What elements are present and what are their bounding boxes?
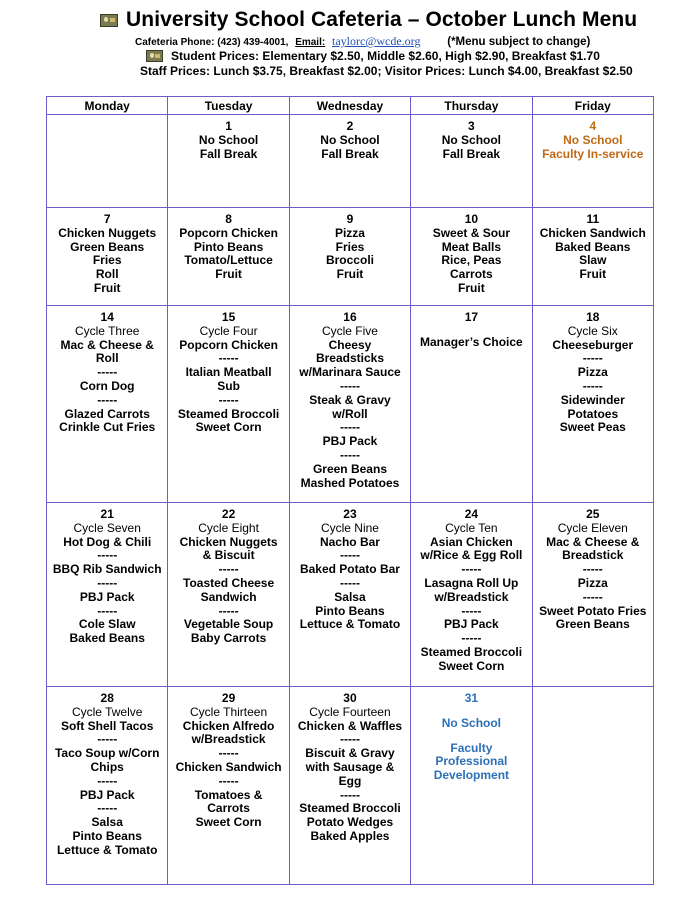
menu-item: Mac & Cheese & <box>60 337 154 352</box>
menu-item: Sweet Potato Fries <box>539 603 647 618</box>
cafeteria-tray-icon <box>146 50 163 62</box>
menu-header <box>0 0 700 92</box>
menu-item: PBJ Pack <box>79 787 135 802</box>
menu-item: Chicken Nuggets <box>179 534 278 549</box>
cycle-label: Cycle Eight <box>198 520 259 535</box>
menu-item: Fries <box>335 239 365 254</box>
day-number: 25 <box>586 507 600 521</box>
page-title: University School Cafeteria – October Lunch Menu <box>126 8 638 31</box>
contact-row <box>135 34 590 49</box>
menu-separator: ----- <box>97 773 118 788</box>
menu-item: Steamed Broccoli <box>299 801 401 816</box>
menu-item: with Sausage & <box>305 759 395 774</box>
cycle-label: Cycle Seven <box>73 520 141 535</box>
menu-separator: ----- <box>97 392 118 407</box>
menu-separator: ----- <box>582 351 603 366</box>
day-number: 18 <box>586 310 600 324</box>
week-row <box>47 306 654 503</box>
menu-item: Potato Wedges <box>306 815 394 830</box>
menu-separator: ----- <box>339 548 360 563</box>
menu-separator: ----- <box>339 575 360 590</box>
menu-item: Pinto Beans <box>72 828 142 843</box>
menu-item: Baked Apples <box>310 828 390 843</box>
day-header: Friday <box>532 97 653 115</box>
day-cell <box>411 115 532 208</box>
day-number: 22 <box>221 507 236 521</box>
menu-item: Carrots <box>207 801 250 816</box>
cycle-label: Cycle Ten <box>445 520 498 535</box>
menu-item: No School <box>198 132 259 147</box>
day-number: 9 <box>346 212 354 226</box>
menu-item: Meat Balls <box>441 239 502 254</box>
menu-separator: ----- <box>218 773 239 788</box>
day-number: 10 <box>464 212 479 226</box>
menu-item: Pinto Beans <box>193 239 264 254</box>
menu-item: Popcorn Chicken <box>179 225 278 240</box>
day-cell <box>47 503 168 687</box>
day-number: 17 <box>464 310 479 324</box>
cycle-label: Cycle Four <box>199 323 258 338</box>
menu-item: Manager’s Choice <box>420 334 523 349</box>
menu-item: Development <box>433 768 510 783</box>
menu-separator: ----- <box>97 603 118 618</box>
menu-item: Italian Meatball <box>185 365 272 380</box>
day-cell <box>532 687 653 885</box>
day-number: 21 <box>100 507 114 521</box>
week-row <box>47 115 654 208</box>
menu-item: Chips <box>90 759 124 774</box>
day-cell <box>289 306 410 503</box>
day-cell <box>47 306 168 503</box>
menu-item: Nacho Bar <box>319 534 380 549</box>
day-cell <box>289 687 410 885</box>
day-header: Tuesday <box>168 97 289 115</box>
menu-separator: ----- <box>97 365 118 380</box>
day-cell <box>168 306 289 503</box>
menu-item: Breadstick <box>562 548 624 563</box>
day-number: 14 <box>100 310 114 324</box>
menu-item: Broccoli <box>325 253 374 268</box>
menu-item: PBJ Pack <box>444 617 499 632</box>
cafeteria-tray-icon <box>100 14 118 27</box>
day-header: Monday <box>47 97 168 115</box>
day-number: 31 <box>464 691 479 705</box>
menu-item: Soft Shell Tacos <box>60 718 154 733</box>
menu-item: Corn Dog <box>79 378 135 393</box>
menu-item: Glazed Carrots <box>64 406 150 421</box>
day-cell <box>168 503 289 687</box>
email-label: Email: <box>295 37 326 48</box>
spacer <box>412 731 530 742</box>
menu-item: Roll <box>95 351 119 366</box>
menu-separator: ----- <box>339 787 360 802</box>
cycle-label: Cycle Fourteen <box>309 704 391 719</box>
menu-item: Fruit <box>336 267 364 282</box>
student-prices-row <box>146 49 600 63</box>
menu-item: Tomato/Lettuce <box>184 253 273 268</box>
day-number: 2 <box>346 119 354 133</box>
day-number: 24 <box>464 507 479 521</box>
day-cell <box>411 208 532 306</box>
menu-change-note: (*Menu subject to change) <box>447 36 591 48</box>
menu-item: w/Breadstick <box>434 589 509 604</box>
menu-separator: ----- <box>218 746 239 761</box>
menu-item: Sandwich <box>200 589 257 604</box>
menu-item: Pizza <box>577 575 608 590</box>
day-number: 11 <box>586 212 600 226</box>
day-number: 8 <box>225 212 232 226</box>
cycle-label: Cycle Three <box>74 323 140 338</box>
student-prices: Student Prices: Elementary $2.50, Middle $2.60, High $2.90, Breakfast $1.70 <box>171 49 600 63</box>
menu-item: w/Marinara Sauce <box>299 365 401 380</box>
day-cell <box>47 687 168 885</box>
menu-item: Chicken Sandwich <box>539 225 646 240</box>
menu-item: No School <box>441 715 502 730</box>
menu-item: Sweet Peas <box>559 420 626 435</box>
menu-item: Cheesy <box>328 337 372 352</box>
day-number: 23 <box>343 507 357 521</box>
day-number: 30 <box>343 691 357 705</box>
menu-item: Pinto Beans <box>315 603 385 618</box>
menu-item: Breadsticks <box>315 351 384 366</box>
menu-item: Cheeseburger <box>552 337 634 352</box>
menu-item: w/Breadstick <box>191 732 266 747</box>
menu-item: Steamed Broccoli <box>420 644 523 659</box>
menu-item: Fruit <box>579 267 607 282</box>
menu-item: Steamed Broccoli <box>177 406 280 421</box>
menu-separator: ----- <box>218 562 239 577</box>
menu-calendar <box>46 96 654 885</box>
menu-separator: ----- <box>218 351 239 366</box>
menu-item: Chicken Alfredo <box>182 718 275 733</box>
day-cell <box>168 687 289 885</box>
staff-prices: Staff Prices: Lunch $3.75, Breakfast $2.00; Visitor Prices: Lunch $4.00, Breakfast $2.50 <box>140 64 633 78</box>
day-cell <box>532 503 653 687</box>
day-cell <box>532 115 653 208</box>
menu-item: Cole Slaw <box>78 617 136 632</box>
menu-item: Sweet Corn <box>438 658 505 673</box>
menu-item: Potatoes <box>567 406 619 421</box>
cycle-label: Cycle Nine <box>320 520 379 535</box>
menu-separator: ----- <box>461 562 482 577</box>
menu-item: No School <box>441 132 502 147</box>
menu-item: Hot Dog & Chili <box>63 534 152 549</box>
menu-item: Baked Potato Bar <box>299 562 400 577</box>
day-number: 28 <box>100 691 114 705</box>
menu-item: Sweet & Sour <box>432 225 511 240</box>
menu-item: Baby Carrots <box>190 631 267 646</box>
menu-item: Green Beans <box>70 239 145 254</box>
day-cell <box>289 115 410 208</box>
menu-item: Salsa <box>91 815 123 830</box>
cycle-label: Cycle Eleven <box>557 520 628 535</box>
day-cell <box>532 306 653 503</box>
day-header: Wednesday <box>289 97 410 115</box>
day-number: 16 <box>343 310 357 324</box>
menu-item: Lettuce & Tomato <box>56 842 158 857</box>
menu-item: Biscuit & Gravy <box>305 746 395 761</box>
menu-item: Rice, Peas <box>441 253 502 268</box>
menu-item: Fall Break <box>199 146 258 161</box>
menu-item: Sweet Corn <box>195 815 262 830</box>
day-cell <box>289 503 410 687</box>
day-cell <box>289 208 410 306</box>
day-number: 15 <box>221 310 236 324</box>
menu-item: Mashed Potatoes <box>300 475 400 490</box>
day-number: 3 <box>468 119 475 133</box>
menu-item: PBJ Pack <box>322 434 378 449</box>
cycle-label: Cycle Twelve <box>71 704 143 719</box>
menu-item: No School <box>320 132 380 147</box>
menu-item: Chicken Nuggets <box>58 225 157 240</box>
menu-item: Chicken & Waffles <box>297 718 403 733</box>
menu-item: Mac & Cheese & <box>546 534 640 549</box>
menu-item: BBQ Rib Sandwich <box>52 562 162 577</box>
menu-item: Popcorn Chicken <box>179 337 278 352</box>
menu-item: Lasagna Roll Up <box>424 575 519 590</box>
menu-item: Pizza <box>577 365 608 380</box>
menu-item: w/Rice & Egg Roll <box>420 548 523 563</box>
menu-item: Vegetable Soup <box>183 617 274 632</box>
title-row <box>100 8 637 32</box>
day-cell <box>532 208 653 306</box>
menu-item: Fall Break <box>442 146 501 161</box>
week-row <box>47 687 654 885</box>
menu-item: Green Beans <box>312 461 387 476</box>
menu-item: Egg <box>338 773 362 788</box>
day-cell <box>47 208 168 306</box>
week-row <box>47 208 654 306</box>
cycle-label: Cycle Five <box>321 323 378 338</box>
day-number: 29 <box>221 691 236 705</box>
menu-item: Fries <box>92 253 122 268</box>
menu-item: Toasted Cheese <box>183 575 275 590</box>
menu-separator: ----- <box>339 378 360 393</box>
menu-item: Steak & Gravy <box>309 392 391 407</box>
day-cell <box>47 115 168 208</box>
day-cell <box>411 687 532 885</box>
menu-item: PBJ Pack <box>79 589 135 604</box>
menu-item: Taco Soup w/Corn <box>54 746 160 761</box>
day-cell <box>411 503 532 687</box>
menu-item: Carrots <box>450 267 493 282</box>
menu-item: Professional <box>435 754 508 769</box>
day-number: 7 <box>103 212 111 226</box>
phone-label: Cafeteria Phone: (423) 439-4001, <box>135 37 289 48</box>
menu-separator: ----- <box>97 801 118 816</box>
menu-item: & Biscuit <box>202 548 255 563</box>
menu-item: Asian Chicken <box>430 534 513 549</box>
menu-separator: ----- <box>461 603 482 618</box>
menu-item: Pizza <box>334 225 365 240</box>
menu-item: Lettuce & Tomato <box>299 617 401 632</box>
menu-separator: ----- <box>582 589 603 604</box>
menu-item: Faculty In-service <box>542 146 644 161</box>
menu-separator: ----- <box>97 732 118 747</box>
menu-item: Baked Beans <box>69 631 145 646</box>
menu-item: Sub <box>217 378 240 393</box>
menu-item: Roll <box>95 267 119 282</box>
day-number: 4 <box>589 119 597 133</box>
menu-separator: ----- <box>218 392 239 407</box>
menu-separator: ----- <box>97 548 118 563</box>
cycle-label: Cycle Six <box>567 323 618 338</box>
menu-separator: ----- <box>582 378 603 393</box>
menu-item: Sidewinder <box>560 392 625 407</box>
menu-separator: ----- <box>582 562 603 577</box>
menu-item: w/Roll <box>332 406 368 421</box>
menu-item: Crinkle Cut Fries <box>59 420 156 435</box>
day-cell <box>168 115 289 208</box>
day-cell <box>168 208 289 306</box>
menu-item: Slaw <box>579 253 607 268</box>
menu-separator: ----- <box>461 631 482 646</box>
email-link[interactable]: taylorc@wcde.org <box>331 34 421 48</box>
menu-separator: ----- <box>97 575 118 590</box>
menu-item: Fruit <box>458 280 485 295</box>
menu-item: Green Beans <box>555 617 630 632</box>
week-row <box>47 503 654 687</box>
weekday-header-row <box>47 97 654 115</box>
menu-item: Faculty <box>450 740 493 755</box>
menu-item: Tomatoes & <box>194 787 263 802</box>
menu-item: Baked Beans <box>555 239 631 254</box>
menu-separator: ----- <box>339 447 360 462</box>
menu-separator: ----- <box>218 603 239 618</box>
menu-separator: ----- <box>339 420 360 435</box>
cycle-label: Cycle Thirteen <box>190 704 268 719</box>
day-header: Thursday <box>411 97 532 115</box>
menu-item: Fall Break <box>321 146 379 161</box>
day-cell <box>411 306 532 503</box>
menu-item: Fruit <box>215 267 242 282</box>
menu-separator: ----- <box>339 732 360 747</box>
menu-item: Chicken Sandwich <box>175 759 282 774</box>
menu-item: Sweet Corn <box>195 420 262 435</box>
day-number: 1 <box>225 119 232 133</box>
menu-item: Salsa <box>334 589 366 604</box>
menu-item: Fruit <box>93 280 121 295</box>
menu-item: No School <box>563 132 623 147</box>
